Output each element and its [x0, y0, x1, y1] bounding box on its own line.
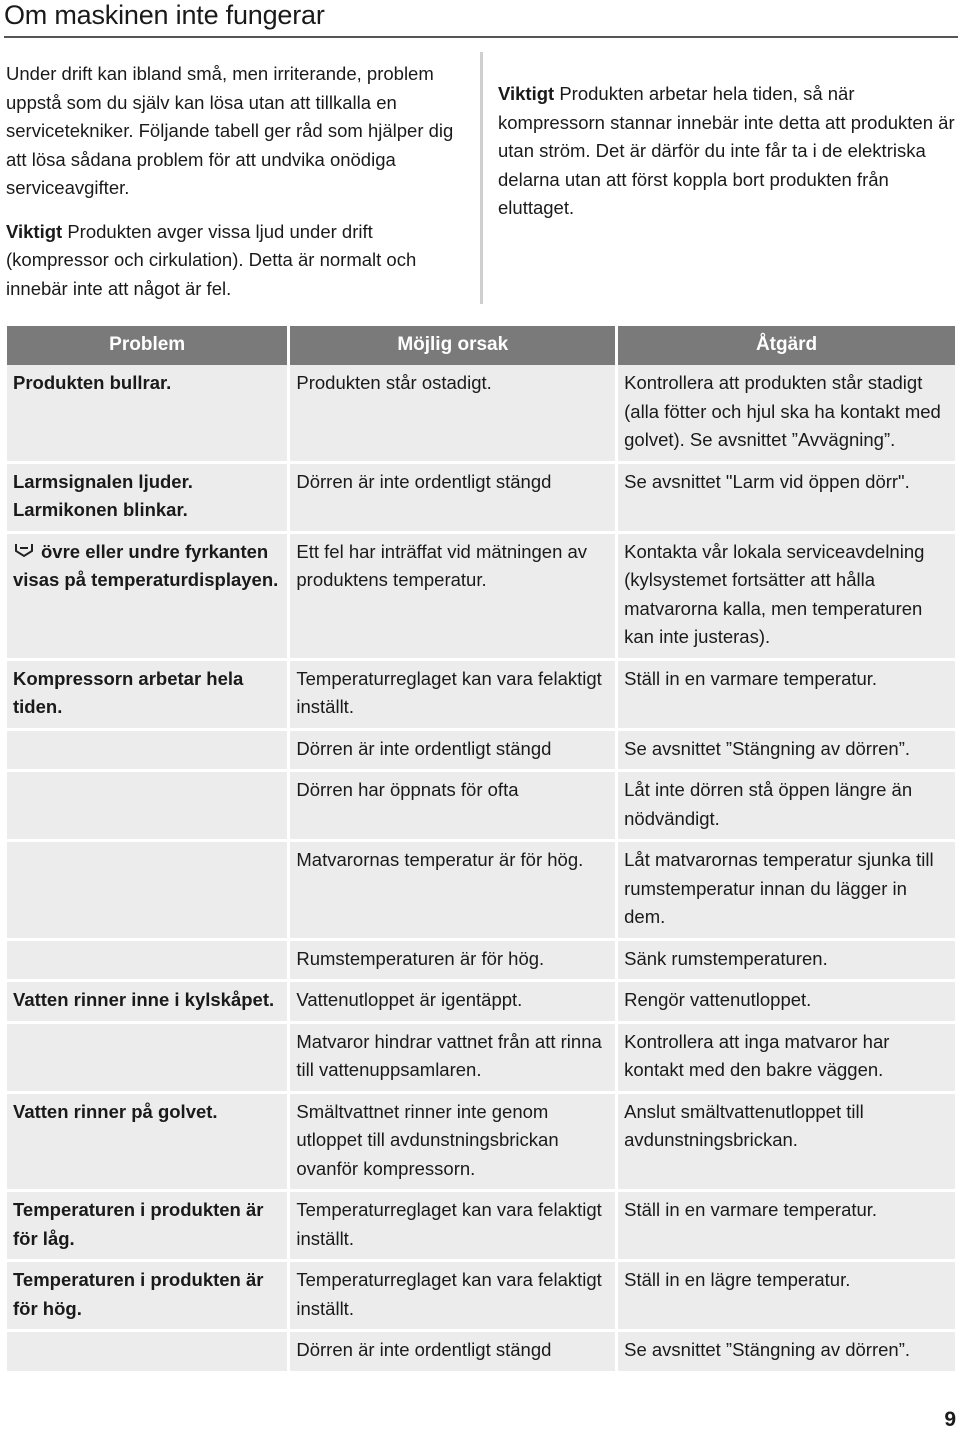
problem-cell: [7, 1024, 287, 1094]
table-row: [7, 772, 955, 842]
cause-cell: Dörren har öppnats för ofta: [290, 772, 615, 842]
action-cell: Se avsnittet "Larm vid öppen dörr".: [618, 464, 955, 534]
table-row: [7, 534, 955, 661]
cause-cell: Dörren är inte ordentligt stängd: [290, 464, 615, 534]
problem-cell: Vatten rinner inne i kylskåpet.: [7, 982, 287, 1024]
problem-cell: Temperaturen i produkten är för låg.: [7, 1192, 287, 1262]
table-header-row: [7, 326, 955, 365]
page-title: Om maskinen inte fungerar: [4, 0, 325, 30]
problem-cell: [7, 772, 287, 842]
problem-cell: Vatten rinner på golvet.: [7, 1094, 287, 1193]
note-text: Produkten avger vissa ljud under drift (kompressor och cirkulation). Detta är normalt och innebär inte att något är fel.: [6, 220, 417, 299]
cause-cell: Dörren är inte ordentligt stängd: [290, 1332, 615, 1374]
note-keyword: Viktigt: [498, 83, 555, 104]
action-cell: Ställ in en lägre temperatur.: [618, 1262, 955, 1332]
troubleshooting-table: [4, 326, 958, 1374]
action-cell: Kontakta vår lokala serviceavdelning (kylsystemet fortsätter att hålla matvarorna kalla, men temperaturen kan inte justeras).: [618, 534, 955, 661]
cause-cell: Vattenutloppet är igentäppt.: [290, 982, 615, 1024]
page-number: 9: [944, 1408, 956, 1431]
right-note: [498, 80, 958, 223]
note-column: [498, 80, 958, 223]
cause-cell: Dörren är inte ordentligt stängd: [290, 731, 615, 773]
problem-cell: [7, 731, 287, 773]
action-cell: Låt matvarornas temperatur sjunka till rumstemperatur innan du lägger in dem.: [618, 842, 955, 941]
action-cell: Sänk rumstemperaturen.: [618, 941, 955, 983]
table-row: [7, 365, 955, 464]
problem-text: övre eller undre fyrkanten visas på temperaturdisplayen.: [13, 540, 279, 590]
problem-cell: Temperaturen i produkten är för hög.: [7, 1262, 287, 1332]
action-cell: Anslut smältvattenutloppet till avdunstningsbrickan.: [618, 1094, 955, 1193]
action-cell: Se avsnittet ”Stängning av dörren”.: [618, 731, 955, 773]
action-cell: Ställ in en varmare temperatur.: [618, 661, 955, 731]
cause-cell: Matvaror hindrar vattnet från att rinna till vattenuppsamlaren.: [290, 1024, 615, 1094]
action-cell: Låt inte dörren stå öppen längre än nödvändigt.: [618, 772, 955, 842]
note-text: Produkten arbetar hela tiden, så när kompressorn stannar innebär inte detta att produkten är utan ström. Det är därför du inte får ta i de elektriska delarna utan att först koppla bort produkten från eluttaget.: [498, 83, 955, 218]
problem-cell: [7, 534, 287, 661]
cause-cell: Temperaturreglaget kan vara felaktigt inställt.: [290, 661, 615, 731]
display-square-icon: [13, 540, 35, 558]
problem-cell: [7, 941, 287, 983]
action-cell: Kontrollera att produkten står stadigt (alla fötter och hjul ska ha kontakt med golvet). Se avsnittet ”Avvägning”.: [618, 365, 955, 464]
table-row: [7, 1094, 955, 1193]
title-rule: [4, 36, 958, 38]
action-cell: Rengör vattenutloppet.: [618, 982, 955, 1024]
table-row: [7, 1024, 955, 1094]
intro-note: [6, 218, 456, 304]
header-cause: Möjlig orsak: [290, 326, 615, 365]
action-cell: Se avsnittet ”Stängning av dörren”.: [618, 1332, 955, 1374]
cause-cell: Temperaturreglaget kan vara felaktigt inställt.: [290, 1192, 615, 1262]
problem-cell: Produkten bullrar.: [7, 365, 287, 464]
problem-cell: [7, 1332, 287, 1374]
cause-cell: Temperaturreglaget kan vara felaktigt inställt.: [290, 1262, 615, 1332]
action-cell: Kontrollera att inga matvaror har kontakt med den bakre väggen.: [618, 1024, 955, 1094]
table-row: [7, 464, 955, 534]
problem-cell: [7, 842, 287, 941]
problem-cell: Kompressorn arbetar hela tiden.: [7, 661, 287, 731]
cause-cell: Rumstemperaturen är för hög.: [290, 941, 615, 983]
note-keyword: Viktigt: [6, 220, 63, 242]
cause-cell: Smältvattnet rinner inte genom utloppet till avdunstningsbrickan ovanför kompressorn.: [290, 1094, 615, 1193]
intro-paragraph: Under drift kan ibland små, men irriterande, problem uppstå som du själv kan lösa utan att tillkalla en servicetekniker. Följande tabell ger råd som hjälper dig att lösa sådana problem för att undvika onödiga serviceavgifter.: [6, 63, 454, 198]
cause-cell: Matvarornas temperatur är för hög.: [290, 842, 615, 941]
intro-column: [6, 60, 456, 318]
header-action: Åtgärd: [618, 326, 955, 365]
cause-cell: Produkten står ostadigt.: [290, 365, 615, 464]
header-problem: Problem: [7, 326, 287, 365]
table-row: [7, 1192, 955, 1262]
table-row: [7, 731, 955, 773]
table-row: [7, 1262, 955, 1332]
table-row: [7, 941, 955, 983]
table-row: [7, 661, 955, 731]
table-row: [7, 982, 955, 1024]
problem-cell: Larmsignalen ljuder. Larmikonen blinkar.: [7, 464, 287, 534]
cause-cell: Ett fel har inträffat vid mätningen av produktens temperatur.: [290, 534, 615, 661]
table-row: [7, 842, 955, 941]
column-divider: [480, 52, 483, 304]
action-cell: Ställ in en varmare temperatur.: [618, 1192, 955, 1262]
table-row: [7, 1332, 955, 1374]
